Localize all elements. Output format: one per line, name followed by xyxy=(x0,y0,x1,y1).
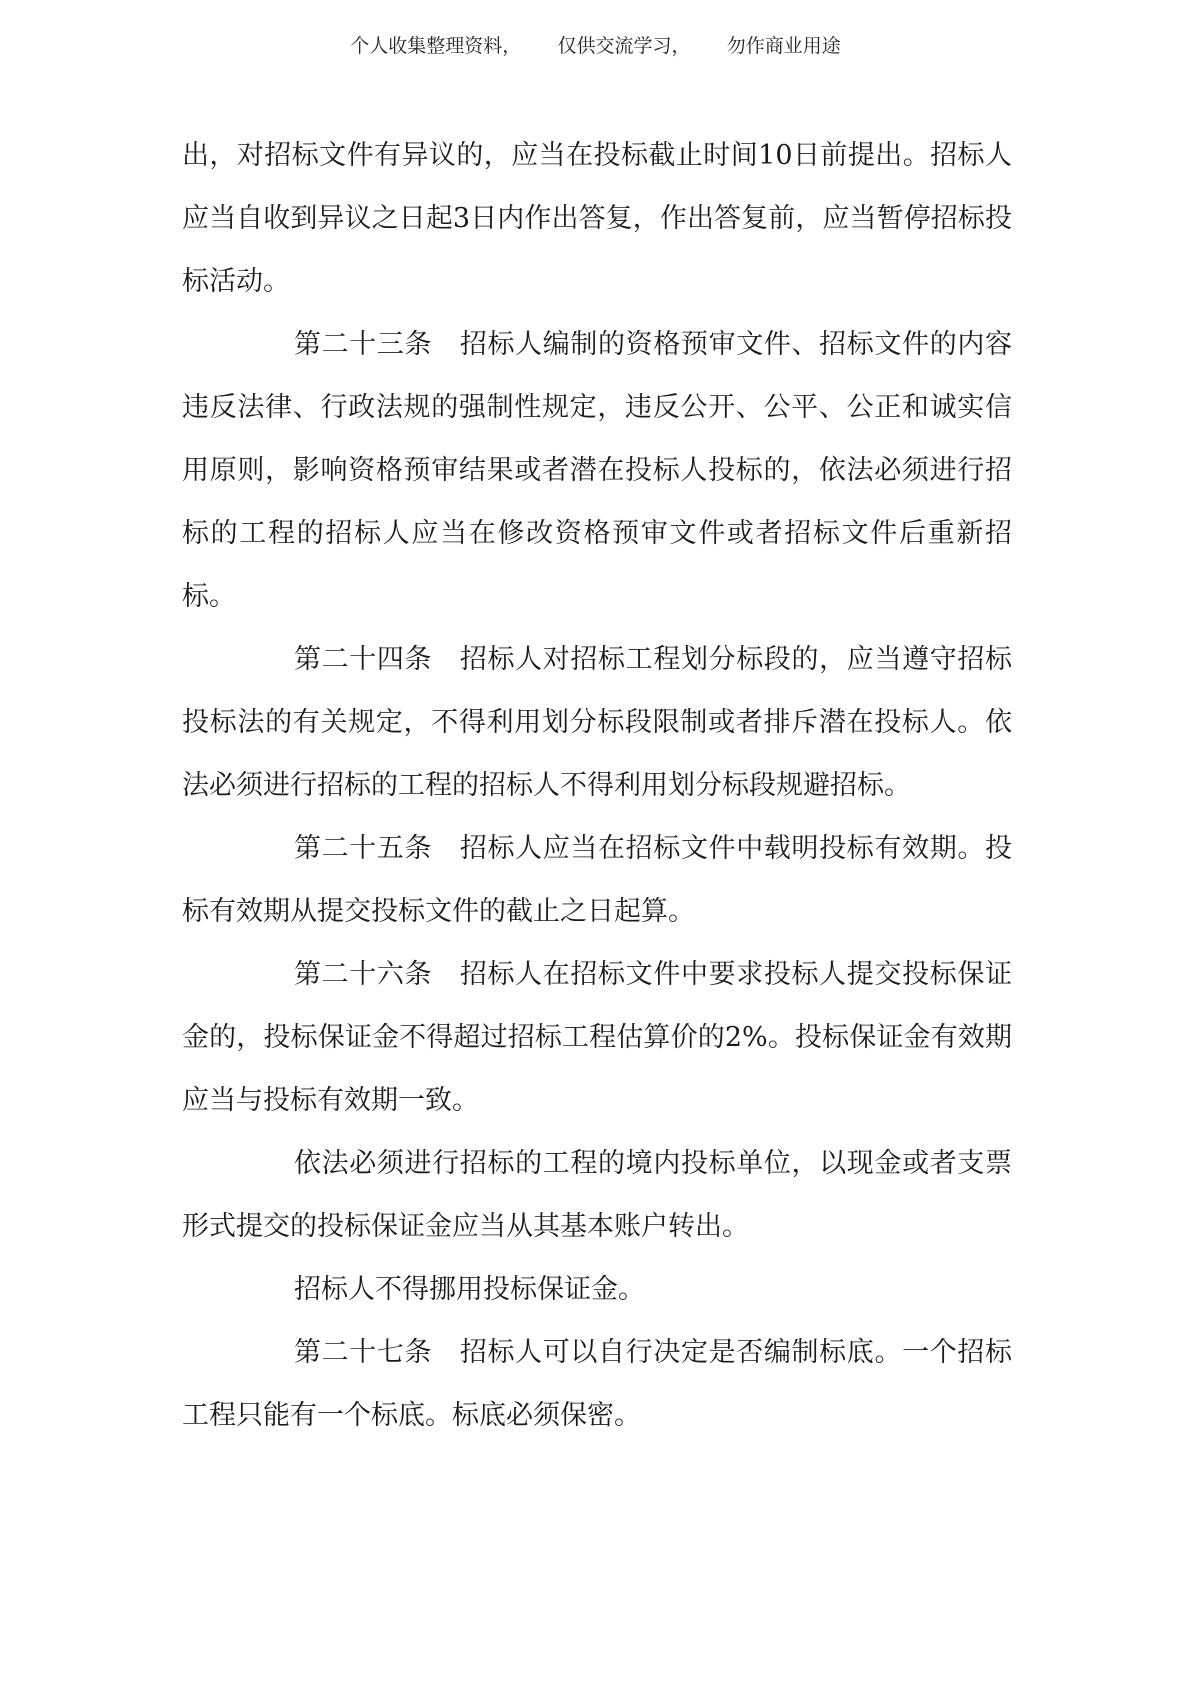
document-body xyxy=(182,124,1012,1447)
article-25: 第二十五条 招标人应当在招标文件中载明投标有效期。投标有效期从提交投标文件的截止之日起算。 xyxy=(182,833,1012,927)
article-26: 第二十六条 招标人在招标文件中要求投标人提交投标保证金的，投标保证金不得超过招标工程估算价的2%。投标保证金有效期应当与投标有效期一致。 xyxy=(182,959,1012,1116)
article-27: 第二十七条 招标人可以自行决定是否编制标底。一个招标工程只能有一个标底。标底必须保密。 xyxy=(182,1337,1012,1431)
article-24: 第二十四条 招标人对招标工程划分标段的，应当遵守招标投标法的有关规定，不得利用划分标段限制或者排斥潜在投标人。依法必须进行招标的工程的招标人不得利用划分标段规避招标。 xyxy=(182,644,1012,801)
paragraph-continuation: 出，对招标文件有异议的，应当在投标截止时间10日前提出。招标人应当自收到异议之日起3日内作出答复，作出答复前，应当暂停招标投标活动。 xyxy=(182,140,1012,297)
page-header: 个人收集整理资料， 仅供交流学习， 勿作商业用途 xyxy=(350,35,841,57)
article-26-clause-2: 依法必须进行招标的工程的境内投标单位，以现金或者支票形式提交的投标保证金应当从其基本账户转出。 xyxy=(182,1148,1012,1242)
article-23: 第二十三条 招标人编制的资格预审文件、招标文件的内容违反法律、行政法规的强制性规定，违反公开、公平、公正和诚实信用原则，影响资格预审结果或者潜在投标人投标的，依法必须进行招标的工程的招标人应当在修改资格预审文件或者招标文件后重新招标。 xyxy=(182,329,1012,612)
article-26-clause-3: 招标人不得挪用投标保证金。 xyxy=(294,1274,645,1305)
